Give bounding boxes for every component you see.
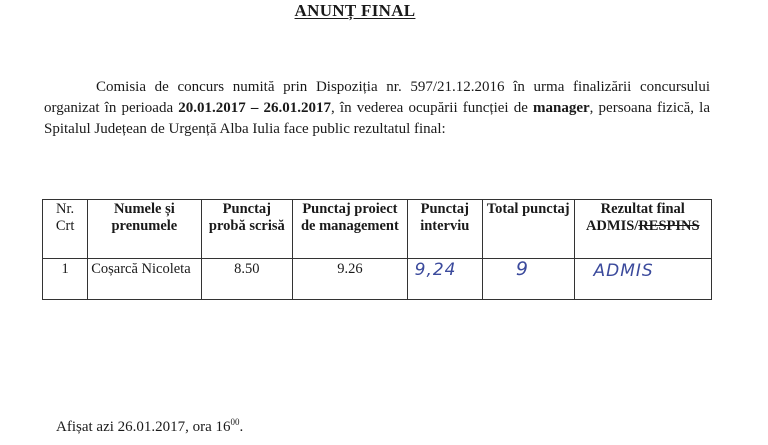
contest-period: 20.01.2017 – 26.01.2017 xyxy=(178,100,332,116)
header-nr: Nr. Crt xyxy=(43,200,88,259)
header-project: Punctaj proiect de management xyxy=(293,200,407,259)
header-interview: Punctaj interviu xyxy=(407,200,482,259)
table-header-row xyxy=(43,200,712,259)
cell-interview xyxy=(407,259,482,300)
header-result-label: Rezultat final xyxy=(600,201,685,217)
intro-part1: Comisia de concurs numită prin Dispoziția nr. 597/21.12.2016 în urma finalizării concursului organizat în perioada xyxy=(44,79,710,116)
header-result-options xyxy=(578,218,709,235)
header-result xyxy=(574,200,712,259)
intro-part2: , în vederea ocupării funcției de xyxy=(331,100,534,116)
cell-written: 8.50 xyxy=(201,259,293,300)
cell-result xyxy=(574,259,712,300)
handwritten-total-score: 9 xyxy=(515,258,528,280)
cell-total xyxy=(482,259,574,300)
handwritten-result: ADMIS xyxy=(593,261,654,281)
posting-suffix: . xyxy=(239,419,244,435)
header-written: Punctaj probă scrisă xyxy=(201,200,293,259)
header-admis: ADMIS/ xyxy=(585,218,639,234)
header-total: Total punctaj xyxy=(482,200,574,259)
header-name: Numele și prenumele xyxy=(88,200,201,259)
position-name: manager xyxy=(533,100,590,116)
table-row xyxy=(43,259,712,300)
cell-nr: 1 xyxy=(43,259,88,300)
intro-part3: , persoana fizică, la Spitalul Județean de Urgență Alba Iulia face public rezultatul final: xyxy=(44,100,711,137)
cell-name: Coșarcă Nicoleta xyxy=(88,259,201,300)
results-table xyxy=(42,199,712,300)
page-title: ANUNȚ FINAL xyxy=(294,1,416,20)
cell-project: 9.26 xyxy=(293,259,407,300)
announcement-paragraph xyxy=(44,77,710,140)
posting-text: Afișat azi 26.01.2017, ora 16 xyxy=(56,419,231,435)
posting-note xyxy=(56,417,243,436)
handwritten-interview-score: 9,24 xyxy=(414,260,457,280)
posting-minutes: 00 xyxy=(230,417,240,427)
header-respins: RESPINS xyxy=(638,218,700,234)
